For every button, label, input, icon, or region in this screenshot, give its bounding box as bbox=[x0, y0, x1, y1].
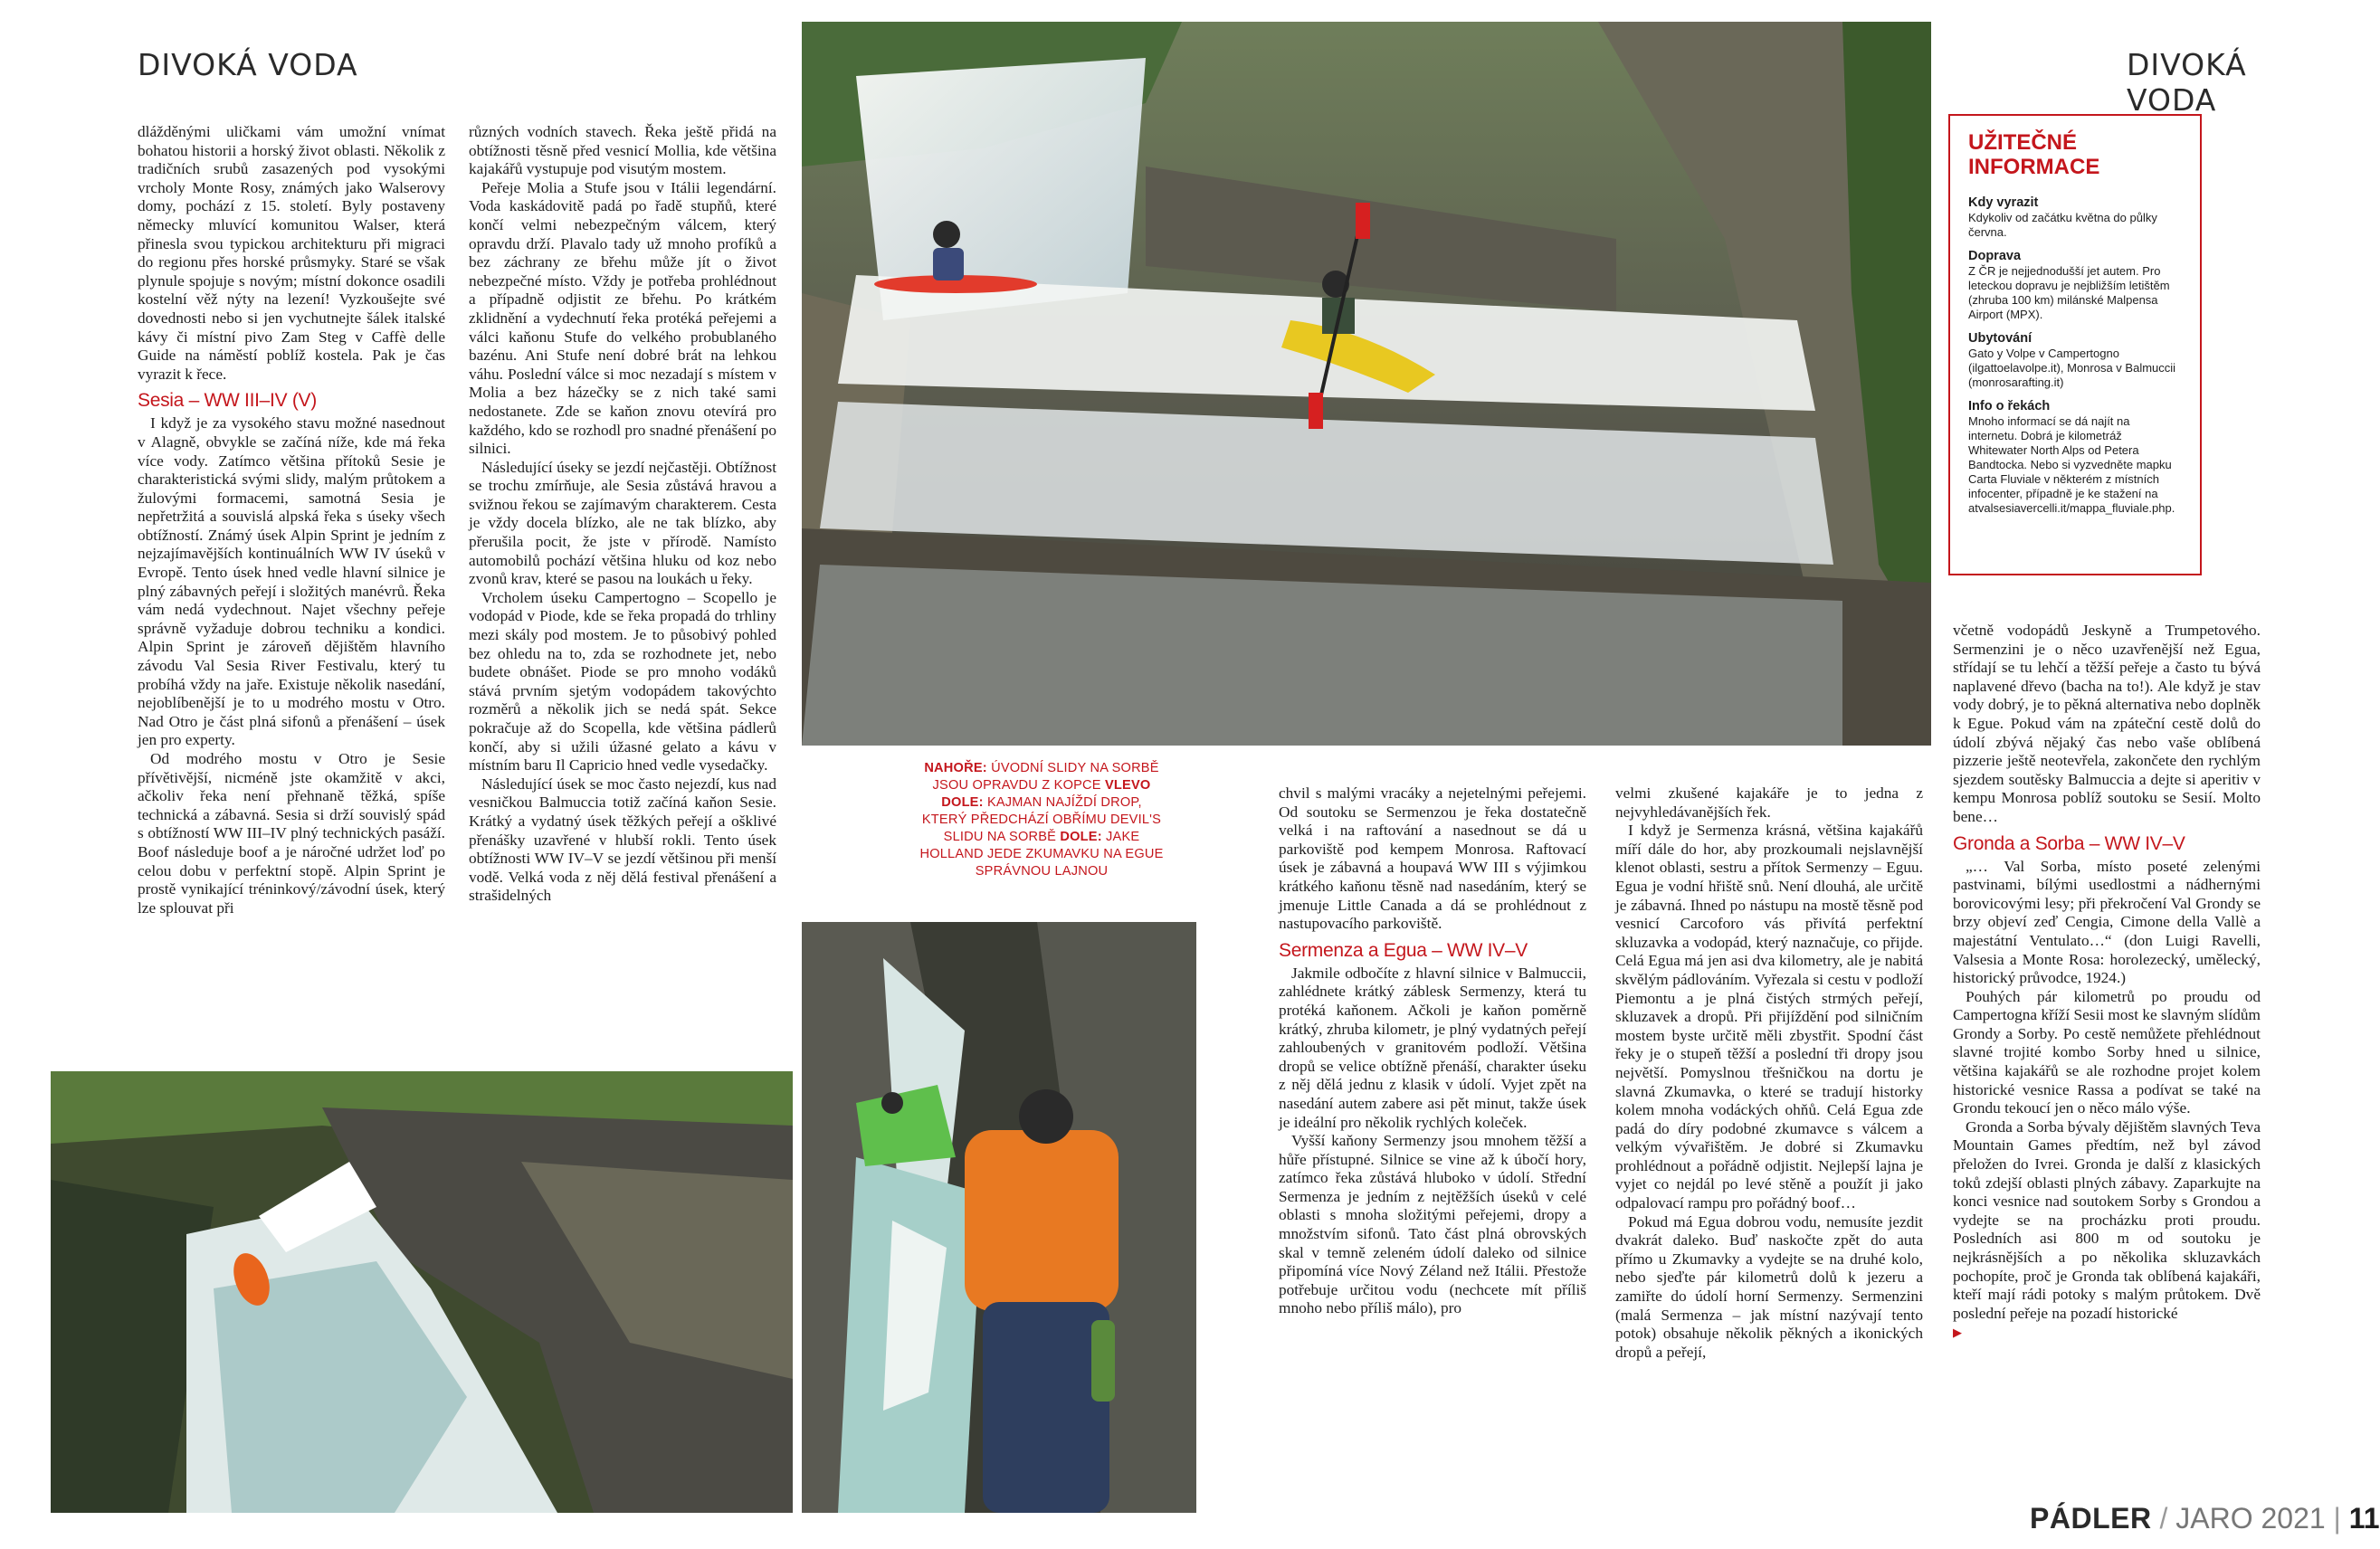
subheading-sesia: Sesia – WW III–IV (V) bbox=[138, 390, 317, 412]
paragraph: Následující úsek se moc často nejezdí, kus nad vesničkou Balmuccia totiž začíná kaňon Sesie. Krátký a vydatný úsek těžkých peřejí a ošklivé přenášky uzavřené v hlubší rokli. Tento úsek obtížnosti WW IV–V se jezdí většinou při menší vodě. Velká voda z něj dělá festival přenášení a strašidelných bbox=[469, 774, 776, 905]
paragraph: chvil s malými vracáky a nejetelnými peřejemi. Od soutoku se Sermenzou je řeka dostatečně velká i na raftování a nasednout se dá u parkoviště pod kempem Monrosa. Raftovací úsek je zábavná a houpavá WW III s výjimkou krátkého kaňonu těsně nad nasedáním, který se jmenuje Little Canada a dá se prohlédnout z nastupovacího parkoviště. bbox=[1279, 784, 1586, 933]
info-text-when: Kdykoliv od začátku května do půlky června. bbox=[1968, 211, 2157, 239]
paragraph: včetně vodopádů Jeskyně a Trumpetového. Sermenzini je o něco uzavřenější než Egua, střídají se tu lehčí a těžší peřeje a často tu bývá naplavené dřevo (bacha na to!). Ale když je stav vody dobrý, je to pěkná alternativa nebo doplněk k Egue. Pokud vám na zpáteční cestě dolů do údolí zbývá nějaký čas nebo vaše oblíbená pizzerie ještě neotevřela, zakončete den rychlým sjezdem soutěsky Balmuccia a dejte si aperitiv v kempu Monrosa poblíž soutoku se Sesií. Molto bene… bbox=[1953, 622, 2261, 825]
paragraph: Následující úseky se jezdí nejčastěji. Obtížnost se trochu zmírňuje, ale Sesia zůstává hravou a svižnou řekou se zajímavým charakterem. Cesta je vždy docela blízko, ale ne tak blízko, aby přerušila pocit, že jste v přírodě. Namísto automobilů pochází většina hluku od koz nebo zvonů krav, které se pasou na loukách u řeky. bbox=[469, 458, 776, 588]
paragraph: „… Val Sorba, místo poseté zelenými pastvinami, bílými usedlostmi a nádhernými borovicovými lesy; při překročení Val Grondy se brzy objeví zeď Cengia, Cimone della Vallè a majestátní Ventulato…“ (don Luigi Ravelli, Valsesia a Monte Rosa: horolezecký, umělecký, historický průvodce, 1924.) bbox=[1953, 857, 2261, 987]
paragraph: Pokud má Egua dobrou vodu, nemusíte jezdit dvakrát daleko. Buď naskočte zpět do auta přímo u Zkumavky a vydejte se na druhé kolo, nebo sjeďte pár kilometrů dolů k jezeru a zamiřte do údolí horní Sermenzy. Sermenzini (malá Sermenza – jak místní nazývají tento potok) obsahuje několik pěkných a ikonických dropů a peřejí, bbox=[1615, 1212, 1923, 1361]
footer-separator: / bbox=[2151, 1502, 2176, 1535]
magazine-name: PÁDLER bbox=[2030, 1502, 2152, 1535]
section-header-left: DIVOKÁ VODA bbox=[138, 47, 358, 82]
paragraph: Gronda a Sorba bývaly dějištěm slavných Teva Mountain Games předtím, než byl závod přeložen do Ivrei. Gronda je další z klasických toků zdejší oblasti plných zábavy. Zaparkujte na konci vesnice nad soutokem Sorby s Grondou a vydejte se na procházku proti proudu. Posledních asi 800 m od soutoku je nejkrásnějších a po několika skluzavkách pochopíte, proč je Gronda tak oblíbená kajakáři, kteří mají rádi potoky s malým průtokem. Dvě poslední peřeje na pozadí historické bbox=[1953, 1117, 2261, 1322]
paragraph: Vrcholem úseku Campertogno – Scopello je vodopád v Piode, kde se řeka propadá do trhliny mezi skály pod mostem. Je to působivý pohled bez ohledu na to, zda se rozhodnete jet, nebo budete obnášet. Piode se pro mnoho vodáků stává prvním sjetým vodopádem takovýchto rozměrů a několik jich se nedá spát. Sekce pokračuje až do Scopella, kde většina pádlerů končí, aby si užili úžasné gelato a kávu v místním baru Il Capricio hned vedle vysedačky. bbox=[469, 588, 776, 774]
paragraph: Peřeje Molia a Stufe jsou v Itálii legendární. Voda kaskádovitě padá po řadě stupňů, které končí velmi nebezpečným válcem, který opravdu drží. Plavalo tady už mnoho profíků a bez záchrany ze břehu může jít o život nebezpečné místo. Vždy je potřeba prohlédnout a případně odjistit ze břehu. Po krátkém zklidnění a vydechnutí řeka protéká peřejemi a válci kaňonu Stufe do velkého probublaného bazénu. Ani Stufe není dobré brát na lehkou váhu. Poslední válce si moc nezadají s místem v Molia a bez házečky se z nich také sami nedostanete. Zde se kaňon znovu otevírá pro každého, kdo se rozhodl pro snadné přenášení po silnici. bbox=[469, 178, 776, 458]
footer-separator: | bbox=[2325, 1502, 2349, 1535]
paragraph: dlážděnými uličkami vám umožní vnímat bohatou historii a horský život oblasti. Několik z tradičních srubů zasazených pod vysokými vrcholy Monte Rosy, známých jako Walserovy domy, pochází z 15. století. Byly postaveny německy mluvící komunitou Walser, která přinesla svou typickou architekturu při migraci do regionu přes horské průsmyky. Staré se však plynule spojuje s novým; místní dokonce osadili kostelní věž nýty na lezení! Vyzkoušejte své dovednosti nebo si jen vychutnejte šálek italské kávy či místní pivo Zam Steg v Caffè delle Guide na náměstí poblíž kostela. Pak je čas vyrazit k řece. bbox=[138, 123, 445, 383]
paragraph: velmi zkušené kajakáře je to jedna z nejvyhledávanějších řek. bbox=[1615, 784, 1923, 821]
info-heading-rivers: Info o řekách bbox=[1968, 399, 2051, 413]
info-title: UŽITEČNÉ INFORMACE bbox=[1968, 130, 2100, 179]
caption-text-top: ÚVODNÍ SLIDY NA SORBĚ JSOU OPRAVDU Z KOPCE bbox=[932, 761, 1159, 793]
info-heading-transport: Doprava bbox=[1968, 249, 2022, 263]
caption-text-left: KAJMAN NAJÍŽDÍ DROP, KTERÝ PŘEDCHÁZÍ OBŘÍMU DEVIL'S SLIDU NA SORBĚ bbox=[921, 795, 1162, 844]
page-footer bbox=[2030, 1502, 2380, 1535]
photo-caption bbox=[919, 760, 1164, 880]
photo-bottom-middle-zkumavka bbox=[802, 922, 1196, 1513]
info-text-accommodation: Gato y Volpe v Campertogno (ilgattoelavolpe.it), Monrosa v Balmuccii (monrosarafting.it) bbox=[1968, 347, 2176, 389]
section-header-right: DIVOKÁ VODA bbox=[2127, 47, 2247, 118]
continue-arrow-icon: ▶ bbox=[1953, 1326, 1962, 1340]
text-column-2 bbox=[469, 123, 776, 906]
subheading-sermenza: Sermenza a Egua – WW IV–V bbox=[1279, 939, 1528, 961]
caption-label-bottom: DOLE: bbox=[1060, 830, 1102, 844]
info-heading-accommodation: Ubytování bbox=[1968, 331, 2033, 346]
paragraph: různých vodních stavech. Řeka ještě přidá na obtížnosti těsně před vesnicí Mollia, kde většina kajakářů vystupuje pod visutým mostem. bbox=[469, 123, 776, 178]
caption-label-left: VLEVO DOLE: bbox=[941, 778, 1151, 810]
issue-label: JARO 2021 bbox=[2175, 1502, 2326, 1535]
page-number: 11 bbox=[2348, 1502, 2380, 1535]
useful-info-box bbox=[1948, 114, 2202, 575]
photo-bottom-left-drop bbox=[51, 1071, 793, 1513]
info-text-transport: Z ČR je nejjednodušší jet autem. Pro leteckou dopravu je nejbližším letištěm (zhruba 100 km) milánské Malpensa Airport (MPX). bbox=[1968, 264, 2170, 321]
text-column-5 bbox=[1953, 622, 2261, 1343]
paragraph: I když je za vysokého stavu možné nasednout v Alagně, obvykle se začíná níže, kde má řeka více vody. Zatímco většina přítoků Sesie je charakteristická svými slidy, malým průtokem a žulovými formacemi, samotná Sesia je nepřetržitá a souvislá alpská řeka s úseky všech obtížností. Známý úsek Alpin Sprint je jedním z nejzajímavějších kontinuálních WW IV úseků v Evropě. Tento úsek hned vedle hlavní silnice je plný zábavných peřejí i složitých manévrů. Řeka vám nedá vydechnout. Najet všechny peřeje správně vyžaduje dobrou techniku a kondici. Alpin Sprint je zároveň dějištěm hlavního závodu Val Sesia River Festivalu, který tu probíhá vždy na jaře. Existuje několik nasedání, nejoblíbenější je to u modrého mostu v Otro. Nad Otro je část plná sifonů a přenášení – úsek jen pro experty. bbox=[138, 414, 445, 749]
paragraph: Od modrého mostu v Otro je Sesie přívětivější, nicméně jste okamžitě v akci, ačkoliv řeka není přehnaně těžká, spíše technická a zábavná. Sesia si drží souvislý spád s obtížností WW III–IV plný technických pasáží. Boof následuje boof a je náročné udržet loď po celou dobu v perfektní stopě. Alpin Sprint je prostě vynikající tréninkový/závodní úsek, který lze splouvat při bbox=[138, 750, 445, 917]
text-column-3 bbox=[1279, 784, 1586, 1318]
photo-top-kayakers-slides bbox=[802, 22, 1931, 746]
paragraph: I když je Sermenza krásná, většina kajakářů míří dále do hor, aby prozkoumali nejslavnější klenot oblasti, sestru a přítok Sermenzy – Eguu. Egua je vodní hřiště snů. Není dlouhá, ale určitě je zábavná. Ihned po nástupu na mostě těsně pod vesnicí Carcoforo vás přivítá perfektní skluzavka a vodopád, který naznačuje, co přijde. Celá Egua má jen asi dva kilometry, ale je nabitá skvělým pádlováním. Vyřezala si cestu v podloží Piemontu a je plná čistých strmých peřejí, skluzavek a dropů. Při přijíždění pod silničním mostem byste určitě měli zbystřit. Spodní část řeky je o stupeň těžší a poslední tři dropy jsou největší. Pomyslnou třešničkou na dortu je slavná Zkumavka, o které se tradují historky kolem mnoha vodáckých ohňů. Celá Egua zde padá do díry podobné zkumavce s válcem a velkým vývařištěm. Je dobré si Zkumavku prohlédnout a pořádně odjistit. Nejlepší lajna je vyjet co nejdál po levé stěně a použít ji jako odpalovací rampu pro pořádný boof… bbox=[1615, 822, 1923, 1212]
caption-text-bottom: JAKE HOLLAND JEDE ZKUMAVKU NA EGUE SPRÁVNOU LAJNOU bbox=[919, 830, 1164, 879]
text-column-1 bbox=[138, 123, 445, 917]
paragraph: Pouhých pár kilometrů po proudu od Campertogna kříží Sesii most ke slavným slídům Grondy a Sorby. Po cestě nemůžete přehlédnout slavné trojité kombo Sorby hned u silnice, většina kajakářů se ale rozhodne projet kolem historické vesnice Rassa a podívat se také na Grondu tekoucí jen o něco málo výše. bbox=[1953, 987, 2261, 1117]
text-column-4 bbox=[1615, 784, 1923, 1362]
info-text-rivers: Mnoho informací se dá najít na internetu. Dobrá je kilometráž Whitewater North Alps od Petera Bandtocka. Nebo si vyzvedněte mapku Carta Fluviale v některém z místních infocenter, případně je ke stažení na atvalsesiavercelli.it/mappa_fluviale.php. bbox=[1968, 414, 2175, 515]
info-heading-when: Kdy vyrazit bbox=[1968, 195, 2039, 210]
paragraph: Jakmile odbočíte z hlavní silnice v Balmuccii, zahlédnete krátký záblesk Sermenzy, která tu protéká kaňonem. Ačkoli je kaňon poměrně krátký, zhruba kilometr, je plný vydatných peřejí zahloubených v granitovém podloží. Většina dropů se velice obtížně přenáší, charakter úseku z něj dělá jednu z klasik v údolí. Vyjet zpět na nasedání autem zabere asi pět minut, takže úsek je ideální pro několik rychlých koleček. bbox=[1279, 964, 1586, 1131]
paragraph: Vyšší kaňony Sermenzy jsou mnohem těžší a hůře přístupné. Silnice se vine až k úbočí hory, zatímco řeka zůstává hluboko v údolí. Střední Sermenza je jedním z nejtěžších úseků v celé oblasti s mnoha složitými peřejemi, dropy a množstvím sifonů. Tato část plná obrovských skal v temně zeleném údolí daleko od silnice připomíná více Nový Zéland než Itálii. Přestože potřebuje určitou vodu (nechcete mít příliš mnoho nebo příliš málo), pro bbox=[1279, 1132, 1586, 1317]
caption-label-top: NAHOŘE: bbox=[924, 761, 987, 775]
subheading-gronda: Gronda a Sorba – WW IV–V bbox=[1953, 832, 2185, 854]
